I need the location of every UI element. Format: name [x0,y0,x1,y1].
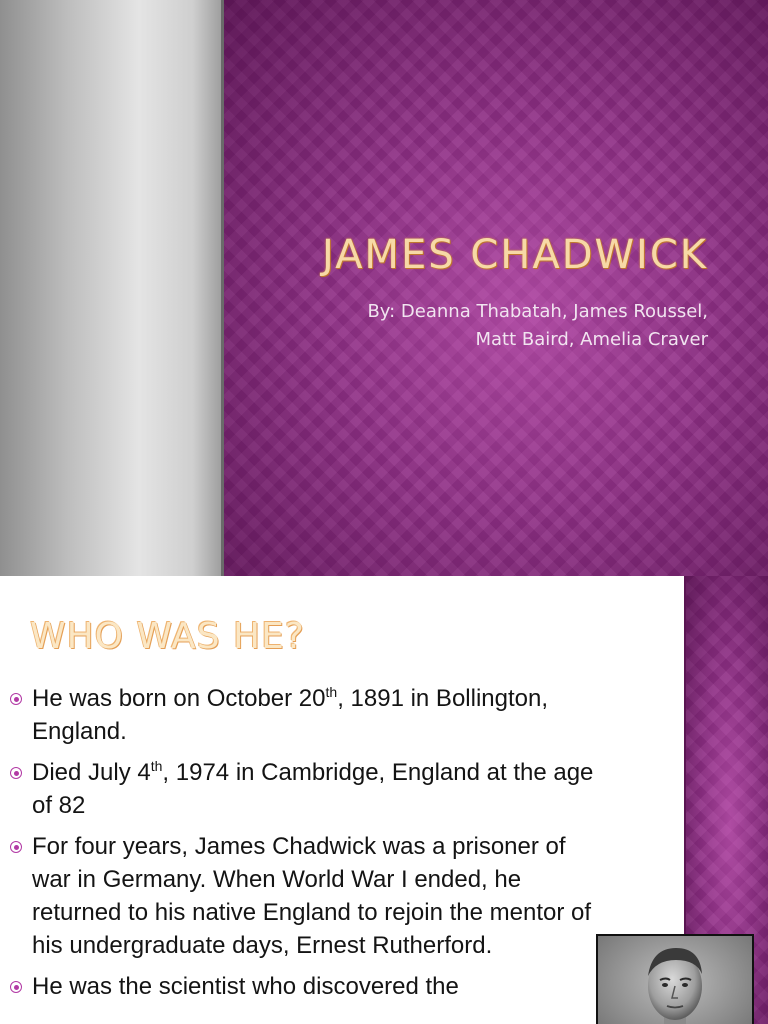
circled-dot-icon [10,981,22,993]
slide-subtitle [268,298,708,354]
bullet-superscript: th [150,758,163,774]
subtitle-line-1: By: Deanna Thabatah, James Roussel, [367,301,708,322]
bullet-item-born [8,682,598,748]
slide-title: JAMES CHADWICK [321,232,708,278]
slide-heading: WHO WAS HE? [30,616,305,657]
circled-dot-icon [10,841,22,853]
bullet-list [8,682,598,1011]
bullet-item-died [8,756,598,822]
bullet-text: He was the scientist who discovered the [32,973,459,1000]
grey-side-panel [0,0,224,576]
bullet-text-after: , 1974 in Cambridge, England at the age of 82 [32,759,594,819]
subtitle-line-2: Matt Baird, Amelia Craver [475,329,708,350]
content-slide [0,576,768,1024]
bullet-text: For four years, James Chadwick was a prisoner of war in Germany. When World War I ended, he returned to his native England to rejoin the mentor of his undergraduate days, Ernest Rutherford. [32,833,592,959]
portrait-photo [596,934,754,1024]
bullet-text-before: He was born on October 20 [32,685,326,712]
portrait-illustration [596,934,754,1024]
bullet-item-discovered [8,970,598,1003]
circled-dot-icon [10,693,22,705]
circled-dot-icon [10,767,22,779]
bullet-item-prisoner [8,830,598,962]
purple-background-panel [224,0,768,576]
bullet-text-before: Died July 4 [32,759,151,786]
bullet-superscript: th [325,684,338,700]
bullet-text-after: , 1891 in Bollington, England. [32,685,549,745]
